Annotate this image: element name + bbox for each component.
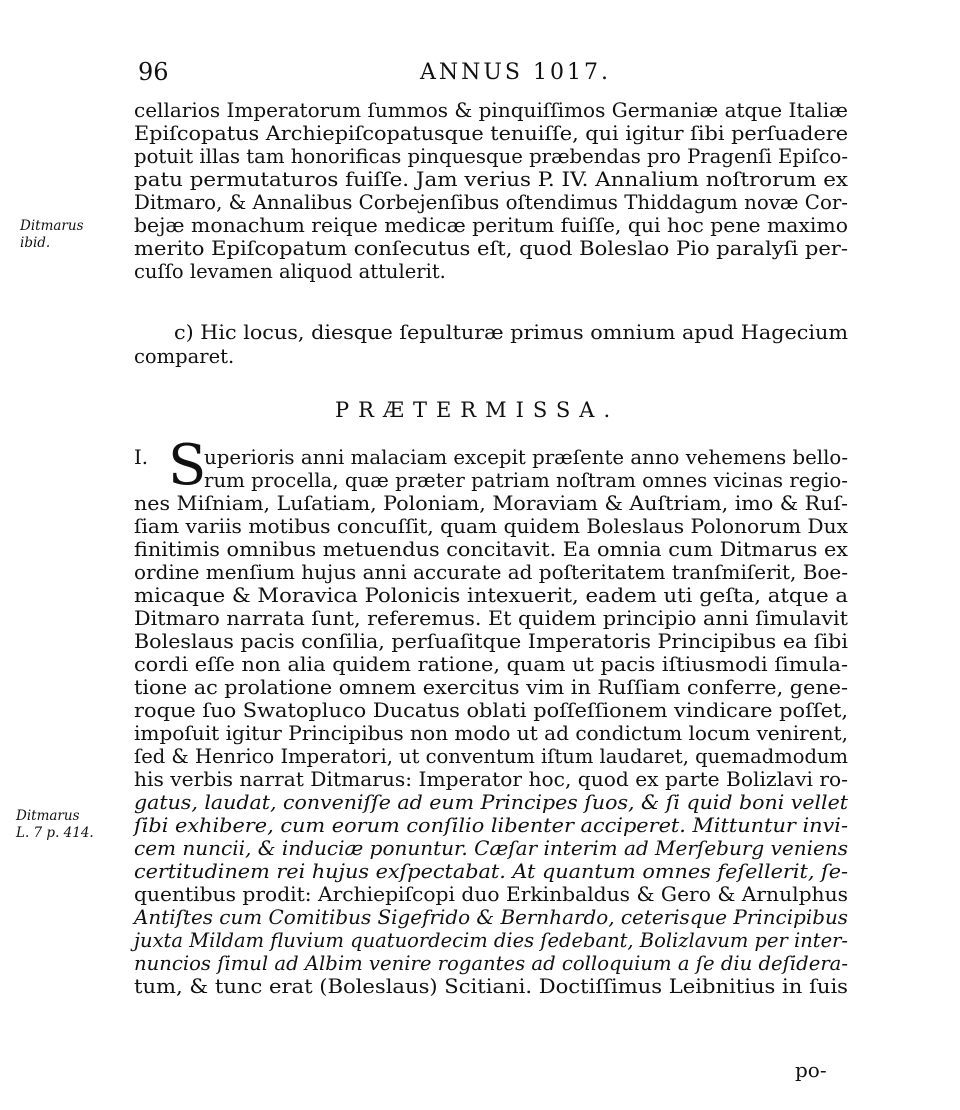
text-line: his verbis narrat Ditmarus: Imperator hoc, quod ex parte Bolizlavi ro- xyxy=(134,768,848,791)
text-line: bejæ monachum reique medicæ peritum fuiſſe, qui hoc pene maximo xyxy=(134,214,848,237)
text-line: cem nuncii, & induciæ ponuntur. Cæſar interim ad Merſeburg veniens xyxy=(134,837,848,860)
text-line: ordine menſium hujus anni accurate ad poſteritatem tranſmiſerit, Boe- xyxy=(134,561,848,584)
text-line: Epiſcopatus Archiepiſcopatusque tenuiſſe, qui igitur ſibi perſuadere xyxy=(134,122,849,145)
page-number: 96 xyxy=(138,58,169,86)
text-line: merito Epiſcopatum conſecutus eſt, quod Boleslao Pio paralyſi per- xyxy=(134,237,848,260)
text-line: nes Miſniam, Luſatiam, Poloniam, Moraviam & Auſtriam, imo & Ruſ- xyxy=(134,492,848,515)
drop-capital: S xyxy=(168,433,207,498)
text-line: gatus, laudat, conveniſſe ad eum Principes ſuos, & ſi quid boni vellet xyxy=(134,791,848,814)
margin-note xyxy=(16,808,94,842)
text-line: juxta Mildam fluvium quatuordecim dies ſedebant, Bolizlavum per inter- xyxy=(134,929,848,952)
catchword: po- xyxy=(795,1058,827,1082)
margin-note xyxy=(20,218,84,252)
text-line: nuncios ſimul ad Albim venire rogantes ad colloquium a ſe diu deſidera- xyxy=(134,952,849,975)
text-line: tione ac prolatione omnem exercitus vim in Ruſſiam conferre, gene- xyxy=(134,676,848,699)
text-line: rum procella, quæ præter patriam noſtram omnes vicinas regio- xyxy=(204,469,848,492)
text-line: impoſuit igitur Principibus non modo ut ad condictum locum venirent, xyxy=(134,722,848,745)
text-line: ſiam variis motibus concuſſit, quam quidem Boleslaus Polonorum Dux xyxy=(134,515,848,538)
text-line: finitimis omnibus metuendus concitavit. Ea omnia cum Ditmarus ex xyxy=(134,538,848,561)
text-line: Antiſtes cum Comitibus Sigefrido & Bernhardo, ceterisque Principibus xyxy=(134,906,849,929)
text-line: quentibus prodit: Archiepiſcopi duo Erkinbaldus & Gero & Arnulphus xyxy=(134,883,849,906)
text-line: c) Hic locus, diesque ſepulturæ primus omnium apud Hagecium xyxy=(174,321,848,344)
margin-note-line: Ditmarus xyxy=(16,808,80,824)
text-line: comparet. xyxy=(134,345,235,368)
text-line: potuit illas tam honorificas pinquesque præbendas pro Pragenſi Epiſco- xyxy=(134,145,848,168)
text-line: ſibi exhibere, cum eorum conſilio libenter acciperet. Mittuntur invi- xyxy=(134,814,849,837)
text-line: cuſſo levamen aliquod attulerit. xyxy=(134,260,446,283)
text-line: cellarios Imperatorum ſummos & pinquiſſimos Germaniæ atque Italiæ xyxy=(134,99,848,122)
running-head: ANNUS 1017. xyxy=(420,60,611,85)
text-line: Ditmaro, & Annalibus Corbejenſibus oſtendimus Thiddagum novæ Cor- xyxy=(134,191,849,214)
text-line: cordi eſſe non alia quidem ratione, quam ut pacis iſtiusmodi ſimula- xyxy=(134,653,848,676)
text-line: micaque & Moravica Polonicis intexuerit, eadem uti geſta, atque a xyxy=(134,584,848,607)
text-line: tum, & tunc erat (Boleslaus) Scitiani. Doctiſſimus Leibnitius in ſuis xyxy=(134,975,848,998)
text-line: roque ſuo Swatopluco Ducatus oblati poſſeſſionem vindicare poſſet, xyxy=(134,699,848,722)
text-line: Ditmaro narrata ſunt, referemus. Et quidem principio anni ſimulavit xyxy=(134,607,848,630)
text-line: uperioris anni malaciam excepit præſente anno vehemens bello- xyxy=(204,446,848,469)
margin-note-line: Ditmarus xyxy=(20,218,84,234)
margin-note-line: ibid. xyxy=(20,235,51,251)
section-number: I. xyxy=(134,446,148,469)
text-line: ſed & Henrico Imperatori, ut conventum iſtum laudaret, quemadmodum xyxy=(134,745,848,768)
text-line: Boleslaus pacis conſilia, perſuaſitque Imperatoris Principibus ea ſibi xyxy=(134,630,848,653)
text-line: certitudinem rei hujus exſpectabat. At quantum omnes feſellerit, ſe- xyxy=(134,860,848,883)
text-line: patu permutaturos fuiſſe. Jam verius P. IV. Annalium noſtrorum ex xyxy=(134,168,848,191)
section-heading: PRÆTERMISSA. xyxy=(335,398,620,422)
margin-note-line: L. 7 p. 414. xyxy=(16,825,94,841)
